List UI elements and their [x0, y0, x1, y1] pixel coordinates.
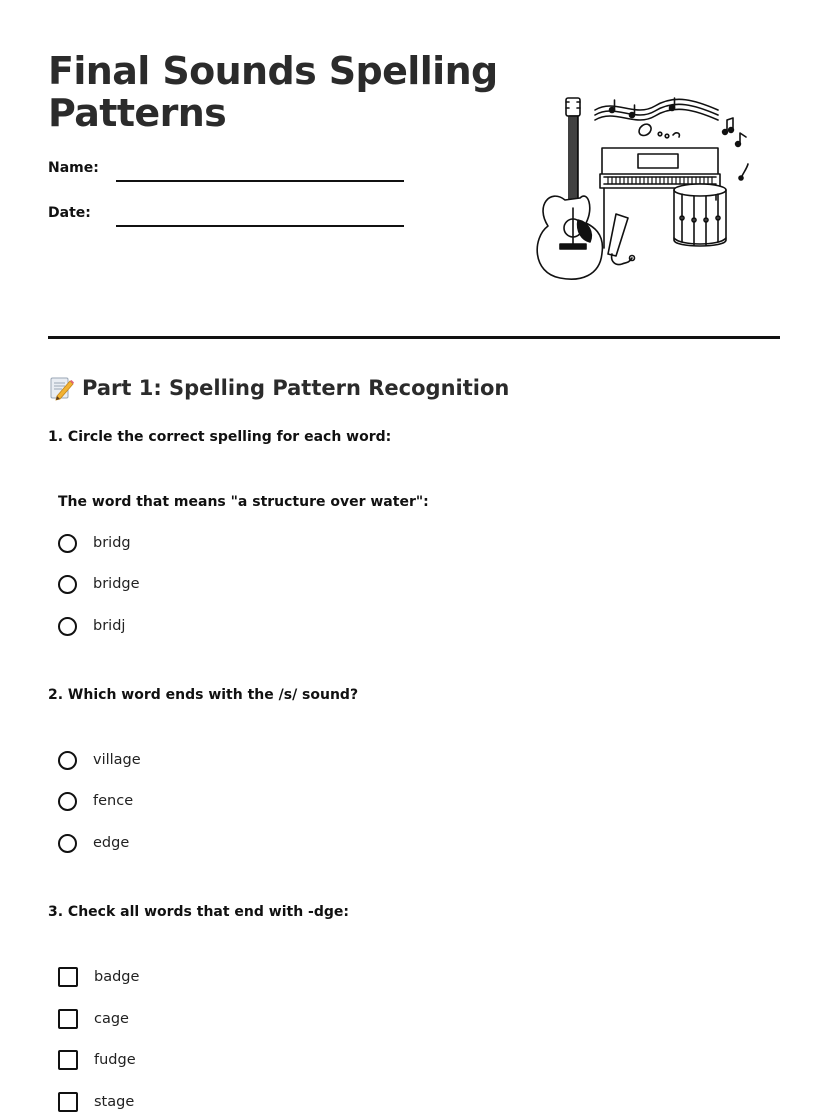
- radio-circle-icon[interactable]: [58, 834, 77, 853]
- q1-option-label: bridg: [93, 535, 131, 551]
- q2-option-label: fence: [93, 793, 134, 809]
- q3-option-label: badge: [94, 969, 140, 985]
- q1-option-bridj[interactable]: [58, 614, 125, 638]
- guitar-icon: [537, 98, 602, 279]
- q1-option-label: bridge: [93, 576, 140, 592]
- radio-circle-icon[interactable]: [58, 534, 77, 553]
- checkbox-icon[interactable]: [58, 1009, 78, 1029]
- q2-option-label: edge: [93, 835, 130, 851]
- checkbox-icon[interactable]: [58, 967, 78, 987]
- radio-circle-icon[interactable]: [58, 575, 77, 594]
- q3-option-fudge[interactable]: [58, 1048, 136, 1072]
- q1-option-label: bridj: [93, 618, 126, 634]
- checkbox-icon[interactable]: [58, 1092, 78, 1112]
- question-1: 1. Circle the correct spelling for each word:: [48, 429, 392, 445]
- part1-title: [48, 375, 509, 401]
- microphone-icon: [608, 214, 635, 265]
- question-1-prompt: The word that means "a structure over water":: [58, 494, 429, 510]
- checkbox-icon[interactable]: [58, 1050, 78, 1070]
- radio-circle-icon[interactable]: [58, 751, 77, 770]
- drum-icon: [674, 184, 726, 246]
- q2-option-fence[interactable]: [58, 789, 133, 813]
- part1-title-text: Part 1: Spelling Pattern Recognition: [82, 376, 510, 400]
- name-label: Name:: [48, 160, 99, 176]
- date-line[interactable]: [116, 225, 404, 227]
- q1-option-bridge[interactable]: [58, 572, 140, 596]
- worksheet-title: Final Sounds Spelling Patterns: [48, 49, 498, 135]
- q3-option-stage[interactable]: [58, 1090, 134, 1114]
- memo-icon: [48, 375, 74, 401]
- q2-option-edge[interactable]: [58, 831, 129, 855]
- q3-option-label: stage: [94, 1094, 135, 1110]
- q1-option-bridg[interactable]: [58, 531, 131, 555]
- date-label: Date:: [48, 205, 91, 221]
- radio-circle-icon[interactable]: [58, 792, 77, 811]
- question-2: 2. Which word ends with the /s/ sound?: [48, 687, 359, 703]
- q2-option-village[interactable]: [58, 748, 141, 772]
- q3-option-badge[interactable]: [58, 965, 139, 989]
- q3-option-label: cage: [94, 1011, 129, 1027]
- question-3: 3. Check all words that end with -dge:: [48, 904, 349, 920]
- radio-circle-icon[interactable]: [58, 617, 77, 636]
- q2-option-label: village: [93, 752, 141, 768]
- q3-option-cage[interactable]: [58, 1007, 129, 1031]
- q3-option-label: fudge: [94, 1052, 136, 1068]
- section-divider: [48, 336, 780, 339]
- name-line[interactable]: [116, 180, 404, 182]
- music-instruments-illustration: [520, 88, 760, 288]
